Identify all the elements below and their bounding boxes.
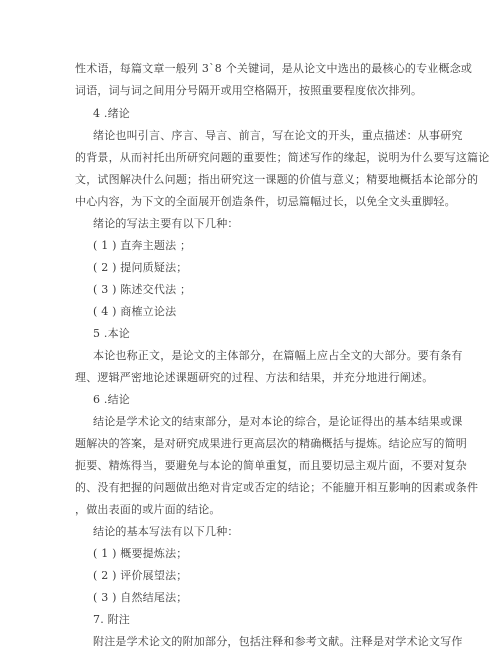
section-heading: 4 .绪论 [93,107,130,120]
body-text-line: 附注是学术论文的附加部分，包括注释和参考文献。注释是对学术论文写作 [93,635,463,648]
list-item: ( 3 ) 陈述交代法 ； [93,283,192,296]
section-heading: 5 .本论 [93,327,130,340]
list-item: ( 2 ) 评价展望法； [93,569,188,582]
list-item: ( 3 ) 自然结尾法； [93,591,188,604]
list-item: ( 1 ) 直奔主题法 ； [93,239,192,252]
body-text-line: ，做出表面的或片面的结论。 [75,503,221,516]
list-item: ( 2 ) 提问质疑法； [93,261,188,274]
body-text-line: 性术语，每篇文章一般列 3`8 个关键词，是从论文中选出的最核心的专业概念或 [75,62,473,75]
body-text-line: 文，试图解决什么问题；指出研究这一课题的价值与意义；精要地概括本论部分的 [75,173,479,186]
list-item: ( 1 ) 概要提炼法； [93,547,188,560]
body-text-line: 题解决的答案，是对研究成果进行更高层次的精确概括与提炼。结论应写的简明 [75,437,467,450]
body-text-line: 绪论的写法主要有以下几种： [93,217,239,230]
body-text-line: 结论是学术论文的结束部分，是对本论的综合，是论证得出的基本结果或课 [93,415,463,428]
body-text-line: 扼要、精炼得当，要避免与本论的简单重复，而且要切忌主观片面，不要对复杂 [75,459,467,472]
section-heading: 6 .结论 [93,393,130,406]
body-text-line: 中心内容，为下文的全面展开创造条件，切忌篇幅过长，以免全文头重脚轻。 [75,195,456,208]
body-text-line: 词语，词与词之间用分号隔开或用空格隔开，按照重要程度依次排列。 [75,84,423,97]
body-text-line: 的背景，从而衬托出所研究问题的重要性；简述写作的缘起，说明为什么要写这篇论 [75,151,490,164]
body-text-line: 本论也称正文，是论文的主体部分，在篇幅上应占全文的大部分。要有条有 [93,349,463,362]
body-text-line: 的、没有把握的问题做出绝对肯定或否定的结论；不能臆开相互影响的因素或条件 [75,481,479,494]
body-text-line: 绪论也叫引言、序言、导言、前言，写在论文的开头，重点描述：从事研究 [93,129,463,142]
section-heading: 7. 附注 [93,613,130,626]
body-text-line: 理、逻辑严密地论述课题研究的过程、方法和结果，并充分地进行阐述。 [75,371,434,384]
body-text-line: 结论的基本写法有以下几种： [93,525,239,538]
list-item: ( 4 ) 商榷立论法 [93,305,177,318]
